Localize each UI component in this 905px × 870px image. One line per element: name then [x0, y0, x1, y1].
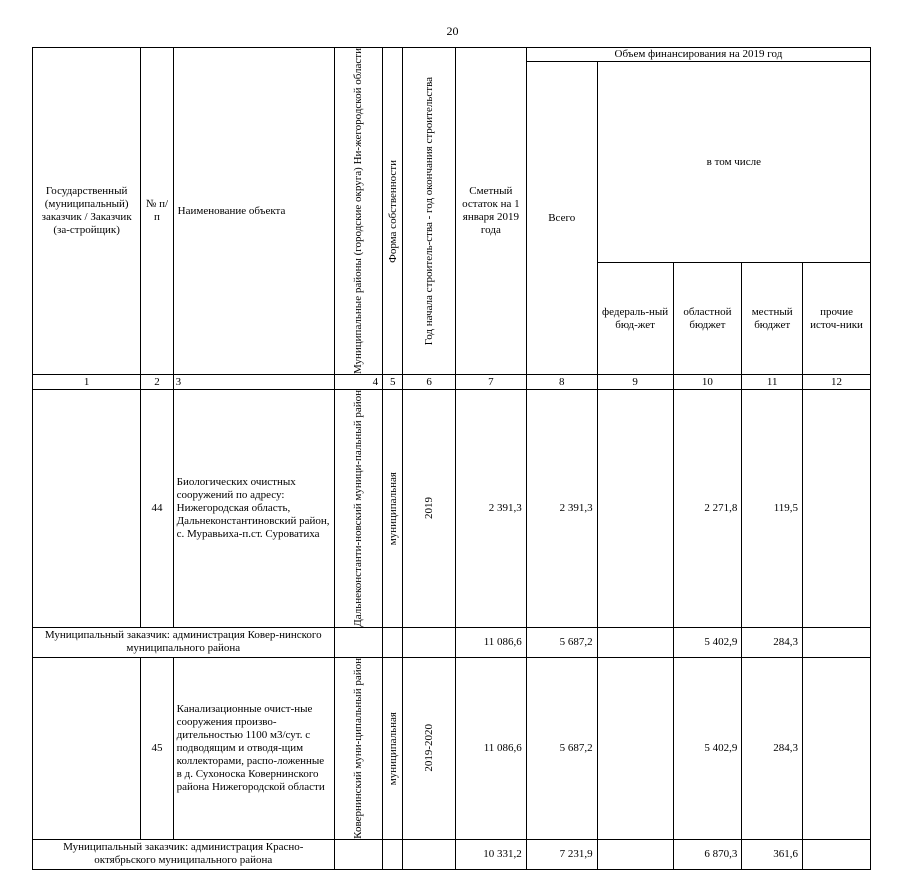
district-cell [334, 839, 383, 869]
local-cell: 284,3 [742, 657, 803, 839]
row-num: 44 [141, 390, 173, 628]
years-cell: 2019-2020 [403, 657, 456, 839]
years-cell [403, 627, 456, 657]
local-cell: 361,6 [742, 839, 803, 869]
table-row [33, 390, 871, 628]
funding-table [32, 47, 871, 870]
header-years: Год начала строитель-ства - год окончания строительства [403, 48, 456, 375]
col-number: 10 [673, 375, 742, 390]
regional-cell: 5 402,9 [673, 627, 742, 657]
object-name: Биологических очистных сооружений по адресу: Нижегородская область, Дальнеконстантиновский район, с. Муравьиха-п.ст. Суроватиха [173, 390, 334, 628]
regional-cell: 2 271,8 [673, 390, 742, 628]
federal-cell [597, 390, 673, 628]
header-including: в том числе [597, 62, 870, 263]
column-number-row [33, 375, 871, 390]
ownership-cell [383, 627, 403, 657]
years-cell [403, 839, 456, 869]
col-number: 3 [173, 375, 334, 390]
other-cell [803, 390, 871, 628]
col-number: 9 [597, 375, 673, 390]
col-number: 4 [334, 375, 383, 390]
total-cell: 5 687,2 [526, 627, 597, 657]
object-name: Канализационные очист-ные сооружения произво-дительностью 1100 м3/сут. с подводящим и отводя-щим коллекторами, распо-ложенные в д. Сухоноска Ковернинского района Нижегородской области [173, 657, 334, 839]
col-number: 5 [383, 375, 403, 390]
col-number: 2 [141, 375, 173, 390]
ownership-cell: муниципальная [383, 390, 403, 628]
header-funding: Объем финансирования на 2019 год [526, 48, 870, 62]
header-ownership: Форма собственности [383, 48, 403, 375]
header-local: местный бюджет [742, 263, 803, 375]
years-cell: 2019 [403, 390, 456, 628]
district-cell: Ковернинский муни-ципальный район [334, 657, 383, 839]
estimate-cell: 11 086,6 [455, 627, 526, 657]
estimate-cell: 11 086,6 [455, 657, 526, 839]
customer-cell [33, 657, 141, 839]
header-regional: областной бюджет [673, 263, 742, 375]
col-number: 6 [403, 375, 456, 390]
header-district: Муниципальные районы (городские округа) Ни-жегородской области [334, 48, 383, 375]
regional-cell: 6 870,3 [673, 839, 742, 869]
federal-cell [597, 627, 673, 657]
regional-cell: 5 402,9 [673, 657, 742, 839]
header-num: № п/п [141, 48, 173, 375]
header-total: Всего [526, 62, 597, 375]
table-row [33, 839, 871, 869]
customer-label: Муниципальный заказчик: администрация Ковер-нинского муниципального района [33, 627, 335, 657]
table-row [33, 627, 871, 657]
table-row [33, 657, 871, 839]
estimate-cell: 10 331,2 [455, 839, 526, 869]
header-object-name: Наименование объекта [173, 48, 334, 375]
other-cell [803, 839, 871, 869]
col-number: 7 [455, 375, 526, 390]
col-number: 12 [803, 375, 871, 390]
other-cell [803, 627, 871, 657]
row-num: 45 [141, 657, 173, 839]
federal-cell [597, 657, 673, 839]
header-estimate: Сметный остаток на 1 января 2019 года [455, 48, 526, 375]
total-cell: 7 231,9 [526, 839, 597, 869]
local-cell: 284,3 [742, 627, 803, 657]
total-cell: 2 391,3 [526, 390, 597, 628]
col-number: 1 [33, 375, 141, 390]
col-number: 11 [742, 375, 803, 390]
district-cell: Дальнеконстанти-новский муници-пальный район [334, 390, 383, 628]
total-cell: 5 687,2 [526, 657, 597, 839]
district-cell [334, 627, 383, 657]
header-customer: Государственный (муниципальный) заказчик / Заказчик (за-стройщик) [33, 48, 141, 375]
customer-label: Муниципальный заказчик: администрация Красно-октябрьского муниципального района [33, 839, 335, 869]
page-number: 20 [446, 24, 459, 38]
ownership-cell [383, 839, 403, 869]
federal-cell [597, 839, 673, 869]
header-other: прочие источ-ники [803, 263, 871, 375]
ownership-cell: муниципальная [383, 657, 403, 839]
header-federal: федераль-ный бюд-жет [597, 263, 673, 375]
col-number: 8 [526, 375, 597, 390]
customer-cell [33, 390, 141, 628]
other-cell [803, 657, 871, 839]
estimate-cell: 2 391,3 [455, 390, 526, 628]
local-cell: 119,5 [742, 390, 803, 628]
